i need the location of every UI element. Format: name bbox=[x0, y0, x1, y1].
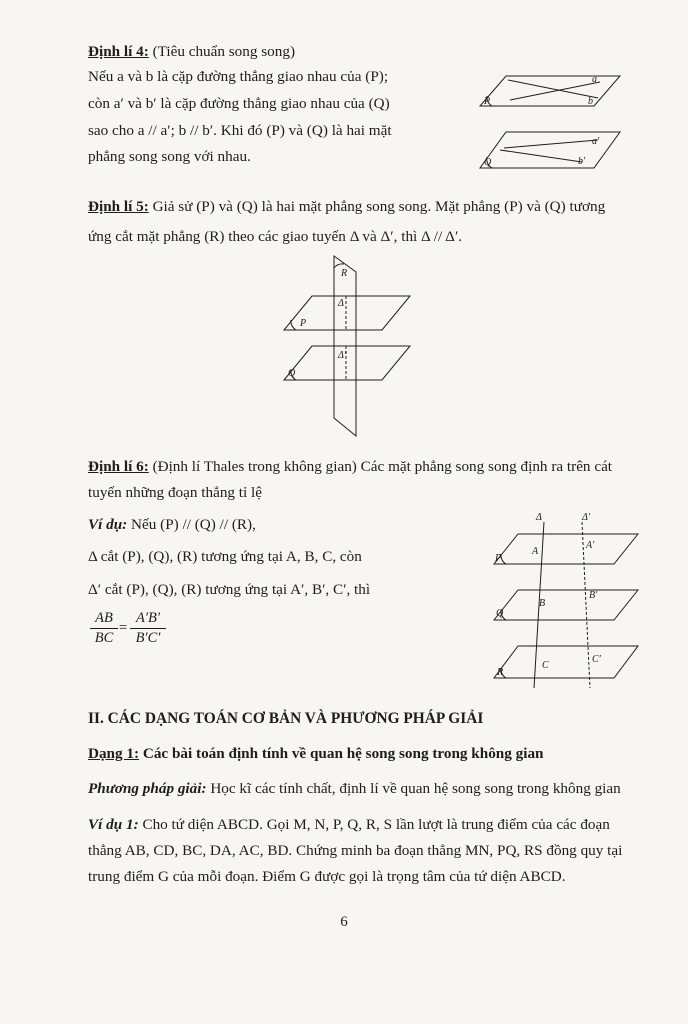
plane-p-shape bbox=[480, 76, 620, 106]
example-1-line-2: thẳng AB, CD, BC, DA, AC, BD. Chứng minh ba đoạn thẳng MN, PQ, RS đồng quy tại bbox=[88, 842, 623, 859]
plane-q-label: Q bbox=[496, 608, 504, 619]
example-1-line-3: trung điểm G của mỗi đoạn. Điểm G được gọi là trọng tâm của tứ diện ABCD. bbox=[88, 868, 566, 885]
section-2-heading: II. CÁC DẠNG TOÁN CƠ BẢN VÀ PHƯƠNG PHÁP GIẢI bbox=[88, 710, 484, 727]
plane-p-label: P bbox=[495, 553, 502, 564]
line-b-shape bbox=[510, 82, 600, 100]
point-a-label: A bbox=[532, 546, 539, 557]
line-b2-shape bbox=[500, 150, 582, 162]
method-line bbox=[88, 780, 621, 798]
theorem-4-label: Định lí 4: bbox=[88, 43, 149, 60]
plane-p-shape bbox=[494, 534, 638, 564]
method-label: Phương pháp giải: bbox=[88, 780, 207, 797]
parallel-planes-figure bbox=[470, 60, 640, 180]
theorem-5-label: Định lí 5: bbox=[88, 198, 149, 215]
theorem-6-text: (Định lí Thales trong không gian) Các mặt phẳng song song định ra trên cát bbox=[148, 458, 613, 475]
theorem-6-label: Định lí 6: bbox=[88, 458, 149, 475]
example-line-1 bbox=[88, 516, 256, 534]
theorem-4-title: (Tiêu chuẩn song song) bbox=[148, 43, 296, 60]
delta-label: Δ bbox=[338, 298, 344, 309]
theorem-6-line-2: tuyến những đoạn thẳng tỉ lệ bbox=[88, 484, 262, 501]
theorem-4-heading bbox=[88, 43, 295, 61]
theorem-4-line-4: phẳng song song với nhau. bbox=[88, 148, 251, 165]
plane-p-label: P bbox=[300, 318, 307, 329]
type-1-title: Các bài toán định tính về quan hệ song song trong không gian bbox=[139, 745, 544, 762]
line-a-label: a bbox=[592, 74, 597, 85]
line-b-label: b bbox=[588, 96, 593, 107]
type-1-label: Dạng 1: bbox=[88, 745, 140, 762]
point-c2-label: C′ bbox=[592, 654, 601, 665]
theorem-4-line-1: Nếu a và b là cặp đường thẳng giao nhau của (P); bbox=[88, 68, 389, 85]
plane-r-label: R bbox=[341, 268, 348, 279]
theorem-4-line-2: còn a′ và b′ là cặp đường thẳng giao nhau của (Q) bbox=[88, 95, 390, 112]
ratio-a2b2-b2c2: A′B′ B′C′ bbox=[130, 610, 166, 647]
plane-q-shape bbox=[494, 590, 638, 620]
thales-figure bbox=[478, 508, 648, 690]
line-b2-label: b′ bbox=[578, 156, 586, 167]
delta2-label: Δ′ bbox=[338, 350, 347, 361]
plane-r-shape bbox=[494, 646, 638, 678]
ratio-ab-bc: AB BC bbox=[90, 610, 118, 647]
delta2-label: Δ′ bbox=[582, 512, 591, 523]
theorem-6-line-1 bbox=[88, 458, 612, 476]
example-1-line-1 bbox=[88, 816, 610, 834]
example-line-3: Δ′ cắt (P), (Q), (R) tương ứng tại A′, B′, C′, thì bbox=[88, 581, 371, 598]
plane-q-shape bbox=[284, 346, 410, 380]
intersecting-planes-figure bbox=[270, 250, 420, 440]
theorem-5-text: Giả sử (P) và (Q) là hai mặt phẳng song song. Mặt phẳng (P) và (Q) tương bbox=[148, 198, 606, 215]
example-text: Nếu (P) // (Q) // (R), bbox=[127, 516, 256, 533]
method-text: Học kĩ các tính chất, định lí về quan hệ song song trong không gian bbox=[206, 780, 621, 797]
plane-q-label: Q bbox=[288, 368, 296, 379]
plane-r-label: R bbox=[497, 667, 504, 678]
example-1-text: Cho tứ diện ABCD. Gọi M, N, P, Q, R, S lần lượt là trung điểm của các đoạn bbox=[138, 816, 610, 833]
plane-q-label: Q bbox=[484, 157, 492, 168]
line-a2-shape bbox=[504, 140, 598, 148]
point-c-label: C bbox=[542, 660, 549, 671]
equals-sign: = bbox=[119, 620, 128, 636]
point-b-label: B bbox=[539, 598, 546, 609]
line-a-shape bbox=[508, 80, 598, 98]
line-a2-label: a′ bbox=[592, 136, 600, 147]
type-1-heading bbox=[88, 745, 544, 763]
theorem-5-line-2: ứng cắt mặt phẳng (R) theo các giao tuyến Δ và Δ′, thì Δ // Δ′. bbox=[88, 228, 463, 245]
theorem-5-line-1 bbox=[88, 198, 605, 216]
point-a2-label: A′ bbox=[586, 540, 595, 551]
point-b2-label: B′ bbox=[589, 590, 598, 601]
delta-label: Δ bbox=[536, 512, 542, 523]
theorem-4-line-3: sao cho a // a′; b // b′. Khi đó (P) và (Q) là hai mặt bbox=[88, 122, 392, 139]
page-number: 6 bbox=[340, 914, 348, 930]
example-1-label: Ví dụ 1: bbox=[88, 816, 139, 833]
example-line-2: Δ cắt (P), (Q), (R) tương ứng tại A, B, C, còn bbox=[88, 548, 362, 565]
plane-p-label: P bbox=[484, 96, 491, 107]
example-label: Ví dụ: bbox=[88, 516, 128, 533]
